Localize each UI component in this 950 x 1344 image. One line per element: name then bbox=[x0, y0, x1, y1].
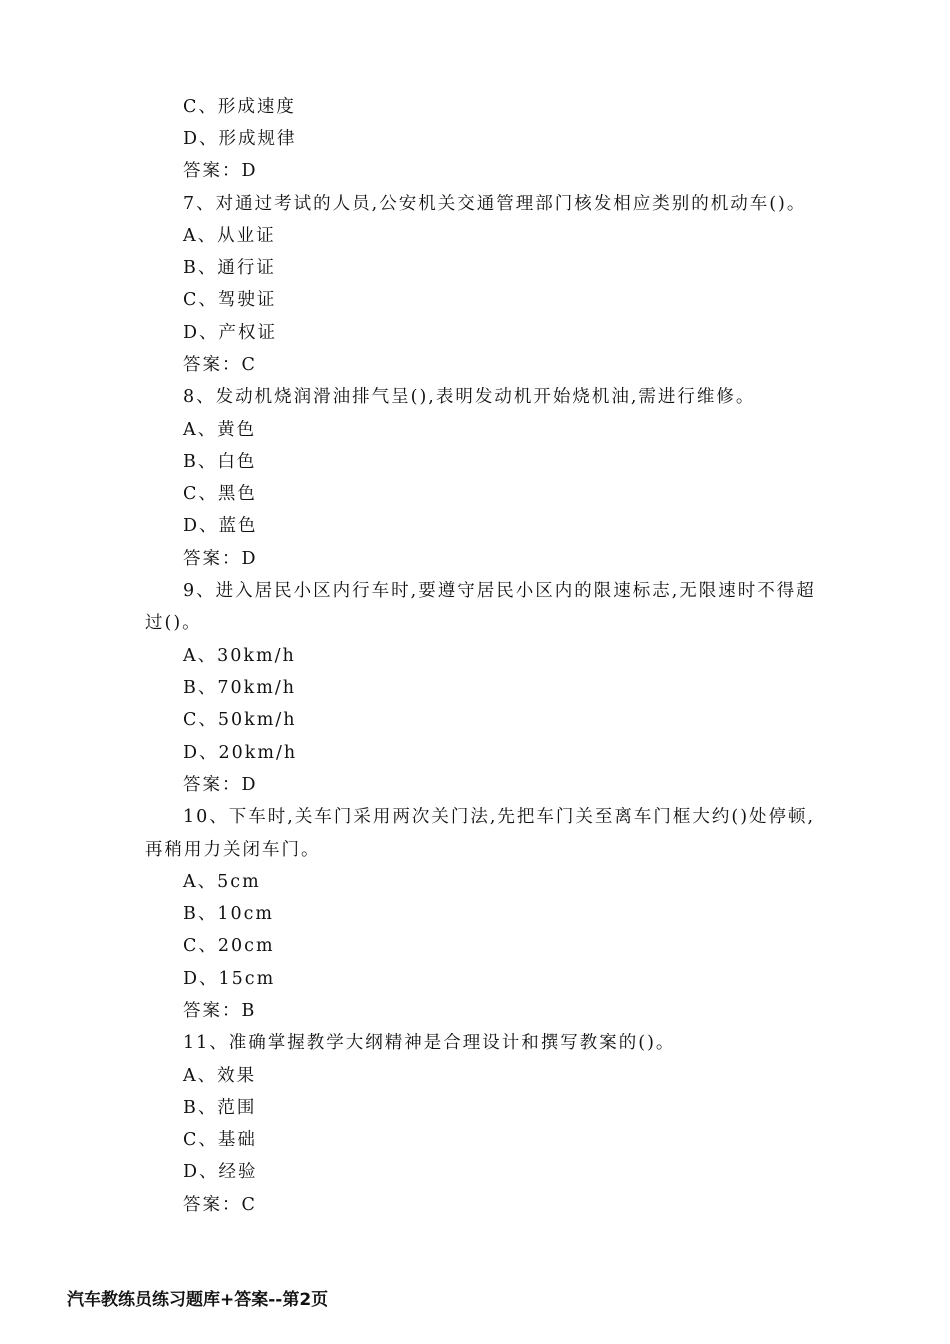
option-d: D、形成规律 bbox=[183, 129, 297, 149]
question-8-option-c: C、黑色 bbox=[183, 484, 257, 504]
answer: 答案：D bbox=[183, 161, 258, 181]
question-10-text-line2: 再稍用力关闭车门。 bbox=[145, 840, 321, 860]
question-10-option-b: B、10cm bbox=[183, 904, 275, 924]
question-8-option-d: D、蓝色 bbox=[183, 516, 258, 536]
question-8-answer: 答案：D bbox=[183, 549, 258, 569]
question-9-option-a: A、30km/h bbox=[183, 646, 296, 666]
question-10-option-d: D、15cm bbox=[183, 969, 276, 989]
question-10-option-a: A、5cm bbox=[183, 872, 261, 892]
question-11-text: 11、准确掌握教学大纲精神是合理设计和撰写教案的()。 bbox=[183, 1033, 676, 1053]
question-11-answer: 答案：C bbox=[183, 1195, 257, 1215]
question-7-option-a: A、从业证 bbox=[183, 226, 276, 246]
question-11-option-b: B、范围 bbox=[183, 1098, 257, 1118]
question-9-text-line2: 过()。 bbox=[145, 613, 202, 633]
question-11-option-c: C、基础 bbox=[183, 1130, 257, 1150]
question-9-option-c: C、50km/h bbox=[183, 710, 297, 730]
question-7-option-b: B、通行证 bbox=[183, 258, 276, 278]
question-9-answer: 答案：D bbox=[183, 775, 258, 795]
question-7-text: 7、对通过考试的人员,公安机关交通管理部门核发相应类别的机动车()。 bbox=[183, 194, 807, 214]
question-7-option-d: D、产权证 bbox=[183, 323, 278, 343]
question-10-option-c: C、20cm bbox=[183, 936, 275, 956]
question-10-answer: 答案：B bbox=[183, 1001, 257, 1021]
question-11-option-a: A、效果 bbox=[183, 1066, 257, 1086]
question-7-option-c: C、驾驶证 bbox=[183, 290, 277, 310]
option-c: C、形成速度 bbox=[183, 97, 296, 117]
question-7-answer: 答案：C bbox=[183, 355, 257, 375]
question-9-option-b: B、70km/h bbox=[183, 678, 296, 698]
question-8-text: 8、发动机烧润滑油排气呈(),表明发动机开始烧机油,需进行维修。 bbox=[183, 387, 756, 407]
question-10-text-line1: 10、下车时,关车门采用两次关门法,先把车门关至离车门框大约()处停顿, bbox=[183, 807, 816, 827]
question-9-text-line1: 9、进入居民小区内行车时,要遵守居民小区内的限速标志,无限速时不得超 bbox=[183, 581, 816, 601]
question-8-option-b: B、白色 bbox=[183, 452, 257, 472]
question-9-option-d: D、20km/h bbox=[183, 743, 298, 763]
question-11-option-d: D、经验 bbox=[183, 1162, 258, 1182]
page-footer: 汽车教练员练习题库+答案--第2页 bbox=[67, 1290, 329, 1310]
question-8-option-a: A、黄色 bbox=[183, 420, 257, 440]
